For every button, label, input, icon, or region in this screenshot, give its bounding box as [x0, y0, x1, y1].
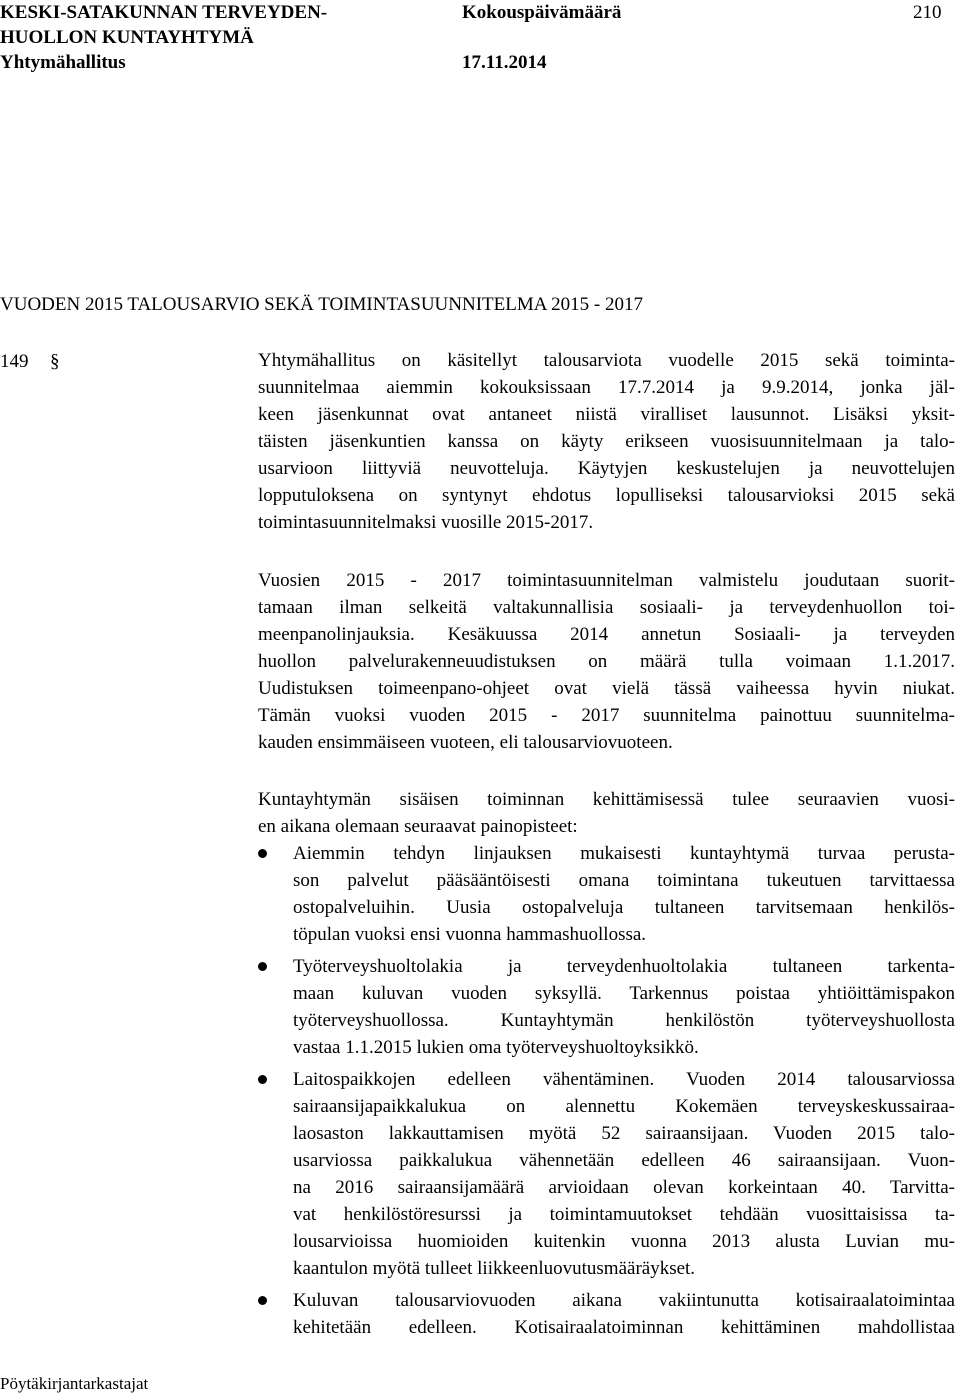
list-item-line: ostopalveluihin. Uusia ostopalveluja tultaneen tarvitsemaan henkilös-: [293, 897, 955, 918]
bullet-icon: [258, 1075, 267, 1084]
list-item-line: lousarvioissa huomioiden kuitenkin vuonna 2013 alusta Luvian mu-: [293, 1231, 955, 1252]
paragraph-line: keen jäsenkunnat ovat antaneet niistä viralliset lausunnot. Lisäksi yksit-: [258, 404, 955, 425]
paragraph-2: [258, 567, 955, 756]
paragraph-line: Kuntayhtymän sisäisen toiminnan kehittämisessä tulee seuraavien vuosi-: [258, 789, 955, 810]
list-item: [258, 1066, 955, 1282]
footer-label: Pöytäkirjantarkastajat: [0, 1374, 149, 1393]
page-number: 210: [913, 2, 942, 23]
list-item-line: son palvelut pääsääntöisesti omana toimintana tukeutuen tarvittaessa: [293, 870, 955, 891]
bullet-icon: [258, 849, 267, 858]
organization-name-line1: KESKI-SATAKUNNAN TERVEYDEN-: [0, 2, 328, 23]
list-item-line: Työterveyshuoltolakia ja terveydenhuoltolakia tultaneen tarkenta-: [293, 956, 955, 977]
list-item-line: työterveyshuollossa. Kuntayhtymän henkilöstön työterveyshuollosta: [293, 1010, 955, 1031]
paragraph-line: meenpanolinjauksia. Kesäkuussa 2014 annetun Sosiaali- ja terveyden: [258, 624, 955, 645]
list-item: [258, 953, 955, 1061]
list-item-line: sairaansijapaikkalukua on alennettu Kokemäen terveyskeskussairaa-: [293, 1096, 955, 1117]
list-item: [258, 840, 955, 948]
list-item-line: vastaa 1.1.2015 lukien oma työterveyshuoltoyksikkö.: [293, 1037, 699, 1058]
paragraph-line: en aikana olemaan seuraavat painopisteet:: [258, 816, 578, 837]
list-item: [258, 1287, 955, 1341]
paragraph-line: toimintasuunnitelmaksi vuosille 2015-2017.: [258, 512, 594, 533]
document-title: VUODEN 2015 TALOUSARVIO SEKÄ TOIMINTASUUNNITELMA 2015 - 2017: [0, 294, 644, 315]
priority-list: [258, 840, 955, 1346]
paragraph-line: lopputuloksena on syntynyt ehdotus lopulliseksi talousarvioksi 2015 sekä: [258, 485, 955, 506]
paragraph-line: Uudistuksen toimeenpano-ohjeet ovat vielä tässä vaiheessa hyvin niukat.: [258, 678, 955, 699]
bullet-icon: [258, 962, 267, 971]
paragraph-line: täisten jäsenkuntien kanssa on käyty erikseen vuosisuunnitelmaan ja talo-: [258, 431, 955, 452]
list-item-line: vat henkilöstöresurssi ja toimintamuutokset tehdään vuosittaisissa ta-: [293, 1204, 955, 1225]
paragraph-line: suunnitelmaa aiemmin kokouksissaan 17.7.2014 ja 9.9.2014, jonka jäl-: [258, 377, 955, 398]
paragraph-line: huollon palvelurakenneuudistuksen on määrä tulla voimaan 1.1.2017.: [258, 651, 955, 672]
paragraph-line: Yhtymähallitus on käsitellyt talousarviota vuodelle 2015 sekä toiminta-: [258, 350, 955, 371]
list-item-line: töpulan vuoksi ensi vuonna hammashuollossa.: [293, 924, 647, 945]
list-item-line: na 2016 sairaansijamäärä arvioidaan olevan korkeintaan 40. Tarvitta-: [293, 1177, 955, 1198]
paragraph-line: Vuosien 2015 - 2017 toimintasuunnitelman valmistelu joudutaan suorit-: [258, 570, 955, 591]
list-item-line: Aiemmin tehdyn linjauksen mukaisesti kuntayhtymä turvaa perusta-: [293, 843, 955, 864]
meeting-date-label: Kokouspäivämäärä: [462, 2, 622, 23]
list-item-line: maan kuluvan vuoden syksyllä. Tarkennus poistaa yhtiöittämispakon: [293, 983, 955, 1004]
paragraph-1: [258, 347, 955, 536]
list-item-line: kaantulon myötä tulleet liikkeenluovutusmääräykset.: [293, 1258, 696, 1279]
list-item-line: Laitospaikkojen edelleen vähentäminen. Vuoden 2014 talousarviossa: [293, 1069, 955, 1090]
list-item-line: usarviossa paikkalukua vähennetään edelleen 46 sairaansijaan. Vuon-: [293, 1150, 955, 1171]
list-item-line: Kuluvan talousarviovuoden aikana vakiintunutta kotisairaalatoimintaa: [293, 1290, 955, 1311]
meeting-date: 17.11.2014: [462, 52, 547, 73]
paragraph-line: Tämän vuoksi vuoden 2015 - 2017 suunnitelma painottuu suunnitelma-: [258, 705, 955, 726]
paragraph-line: tamaan ilman selkeitä valtakunnallisia sosiaali- ja terveydenhuollon toi-: [258, 597, 955, 618]
list-item-line: kehitetään edelleen. Kotisairaalatoiminnan kehittäminen mahdollistaa: [293, 1317, 955, 1338]
section-number: 149: [0, 351, 29, 372]
list-item-line: laosaston lakkauttamisen myötä 52 sairaansijaan. Vuoden 2015 talo-: [293, 1123, 955, 1144]
section-sign-icon: §: [50, 351, 60, 372]
governing-body: Yhtymähallitus: [0, 52, 126, 73]
bullet-icon: [258, 1296, 267, 1305]
paragraph-line: kauden ensimmäiseen vuoteen, eli talousarviovuoteen.: [258, 732, 673, 753]
paragraph-3: [258, 786, 955, 840]
paragraph-line: usarvioon liittyviä neuvotteluja. Käytyjen keskustelujen ja neuvottelujen: [258, 458, 955, 479]
organization-name-line2: HUOLLON KUNTAYHTYMÄ: [0, 27, 254, 48]
